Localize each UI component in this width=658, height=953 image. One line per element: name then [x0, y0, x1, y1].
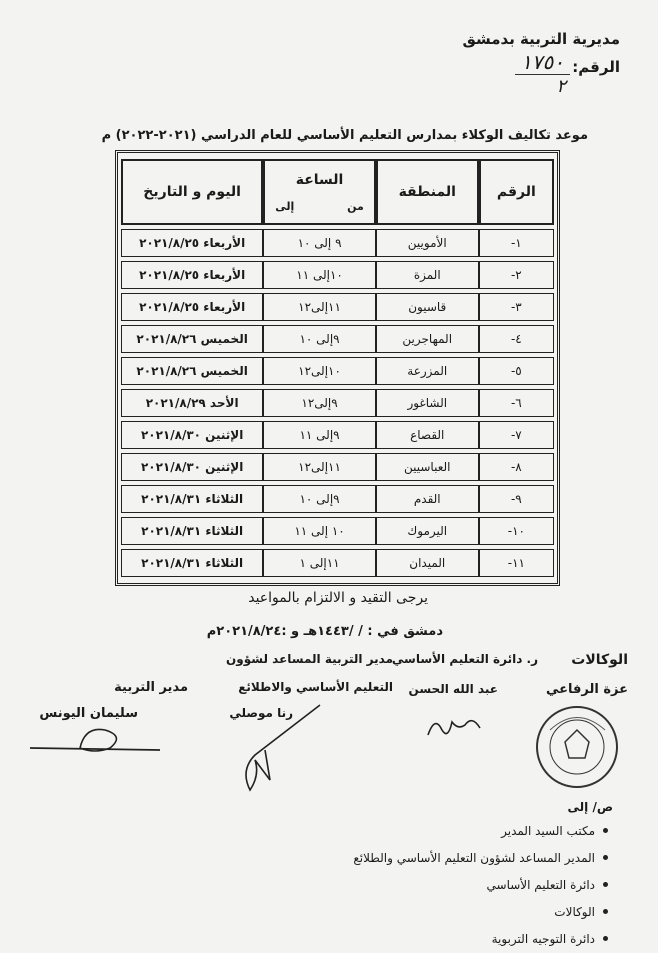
row-date: الخميس ٢٠٢١/٨/٢٦ [121, 325, 263, 353]
cc-list [353, 817, 608, 952]
table-row [121, 357, 554, 385]
table-row [121, 325, 554, 353]
table-row [121, 485, 554, 513]
row-region: القصاع [376, 421, 479, 449]
table-row [121, 293, 554, 321]
table-row [121, 517, 554, 545]
date-line: دمشق في : / /١٤٤٣هـ و :٢٠٢١/٨/٢٤م [206, 624, 443, 639]
cc-item-text: المدير المساعد لشؤون التعليم الأساسي والطلائع [353, 850, 595, 865]
row-date: الخميس ٢٠٢١/٨/٢٦ [121, 357, 263, 385]
list-item [353, 925, 608, 952]
table-row [121, 453, 554, 481]
signatory-basic-dept: ر. دائرة التعليم الأساسي [391, 652, 538, 666]
header-time-label: الساعة [295, 171, 344, 188]
row-time: ١١إلى١٢ [263, 293, 376, 321]
row-date: الثلاثاء ٢٠٢١/٨/٣١ [121, 517, 263, 545]
signature-rana [225, 700, 325, 800]
row-date: الأربعاء ٢٠٢١/٨/٢٥ [121, 229, 263, 257]
signatory-director: مدير التربية [114, 680, 188, 695]
row-region: العباسيين [376, 453, 479, 481]
row-number: ٣- [479, 293, 554, 321]
table-row [121, 549, 554, 577]
table-row [121, 261, 554, 289]
header-region: المنطقة [376, 159, 479, 225]
cc-item-text: مكتب السيد المدير [501, 823, 595, 838]
reference-sub-number: ٢ [556, 76, 566, 97]
row-time: ٩إلى ١١ [263, 421, 376, 449]
row-date: الأحد ٢٠٢١/٨/٢٩ [121, 389, 263, 417]
signature-suleiman [25, 718, 165, 763]
cc-item-text: دائرة التوجيه التربوية [491, 931, 595, 946]
row-region: القدم [376, 485, 479, 513]
list-item [353, 898, 608, 925]
name-rana: رنا موصلي [229, 706, 293, 720]
cc-label: ص/ إلى [567, 800, 613, 814]
bullet-icon [603, 855, 608, 860]
row-time: ١١إلى ١ [263, 549, 376, 577]
list-item [353, 871, 608, 898]
header-number: الرقم [479, 159, 554, 225]
bullet-icon [603, 936, 608, 941]
directorate-name: مديرية التربية بدمشق [462, 30, 620, 48]
row-date: الثلاثاء ٢٠٢١/٨/٣١ [121, 485, 263, 513]
row-number: ١- [479, 229, 554, 257]
row-region: قاسيون [376, 293, 479, 321]
row-time: ٩إلى ١٠ [263, 485, 376, 513]
table-row [121, 229, 554, 257]
row-time: ١٠إلى ١١ [263, 261, 376, 289]
row-time: ١٠إلى١٢ [263, 357, 376, 385]
row-region: اليرموك [376, 517, 479, 545]
cc-item-text: دائرة التعليم الأساسي [486, 877, 595, 892]
header-date: اليوم و التاريخ [121, 159, 263, 225]
row-time: ٩إلى١٢ [263, 389, 376, 417]
row-number: ٤- [479, 325, 554, 353]
name-suleiman: سليمان اليونس [39, 706, 138, 721]
row-number: ٩- [479, 485, 554, 513]
name-abdallah: عبد الله الحسن [408, 682, 498, 696]
official-stamp [530, 700, 625, 795]
row-date: الإثنين ٢٠٢١/٨/٣٠ [121, 421, 263, 449]
row-number: ٨- [479, 453, 554, 481]
row-number: ١١- [479, 549, 554, 577]
row-time: ١١إلى١٢ [263, 453, 376, 481]
signatory-assistant-director-line2: التعليم الأساسي والاطلائع [238, 680, 393, 694]
header-time-from: من [347, 199, 364, 213]
row-region: المهاجرين [376, 325, 479, 353]
row-date: الثلاثاء ٢٠٢١/٨/٣١ [121, 549, 263, 577]
cc-item-text: الوكالات [554, 904, 595, 919]
bullet-icon [603, 882, 608, 887]
reference-number: ١٧٥٠ [515, 50, 570, 75]
schedule-table [115, 150, 560, 586]
row-region: الأمويين [376, 229, 479, 257]
header-time [263, 159, 376, 225]
row-time: ١٠ إلى ١١ [263, 517, 376, 545]
row-number: ٦- [479, 389, 554, 417]
notice-text: يرجى التقيد و الالتزام بالمواعيد [248, 590, 428, 606]
row-number: ١٠- [479, 517, 554, 545]
signatory-assistant-director: مدير التربية المساعد لشؤون [226, 652, 393, 666]
row-time: ٩إلى ١٠ [263, 325, 376, 353]
list-item [353, 844, 608, 871]
table-header-row [121, 159, 554, 225]
table-row [121, 421, 554, 449]
row-time: ٩ إلى ١٠ [263, 229, 376, 257]
row-date: الأربعاء ٢٠٢١/٨/٢٥ [121, 261, 263, 289]
bullet-icon [603, 828, 608, 833]
document-title: موعد تكاليف الوكلاء بمدارس التعليم الأساسي للعام الدراسي (٢٠٢١-٢٠٢٢) م [101, 128, 588, 143]
table-row [121, 389, 554, 417]
row-region: الميدان [376, 549, 479, 577]
row-region: المزة [376, 261, 479, 289]
signature-abdallah [420, 700, 490, 750]
name-rifai: عزة الرفاعي [545, 682, 628, 697]
row-number: ٢- [479, 261, 554, 289]
list-item [353, 817, 608, 844]
row-number: ٧- [479, 421, 554, 449]
row-number: ٥- [479, 357, 554, 385]
row-date: الإثنين ٢٠٢١/٨/٣٠ [121, 453, 263, 481]
reference-label: الرقم: [572, 58, 620, 76]
row-region: الشاغور [376, 389, 479, 417]
bullet-icon [603, 909, 608, 914]
row-region: المزرعة [376, 357, 479, 385]
header-time-to: إلى [275, 199, 295, 213]
row-date: الأربعاء ٢٠٢١/٨/٢٥ [121, 293, 263, 321]
signatory-agencies: الوكالات [571, 652, 628, 668]
